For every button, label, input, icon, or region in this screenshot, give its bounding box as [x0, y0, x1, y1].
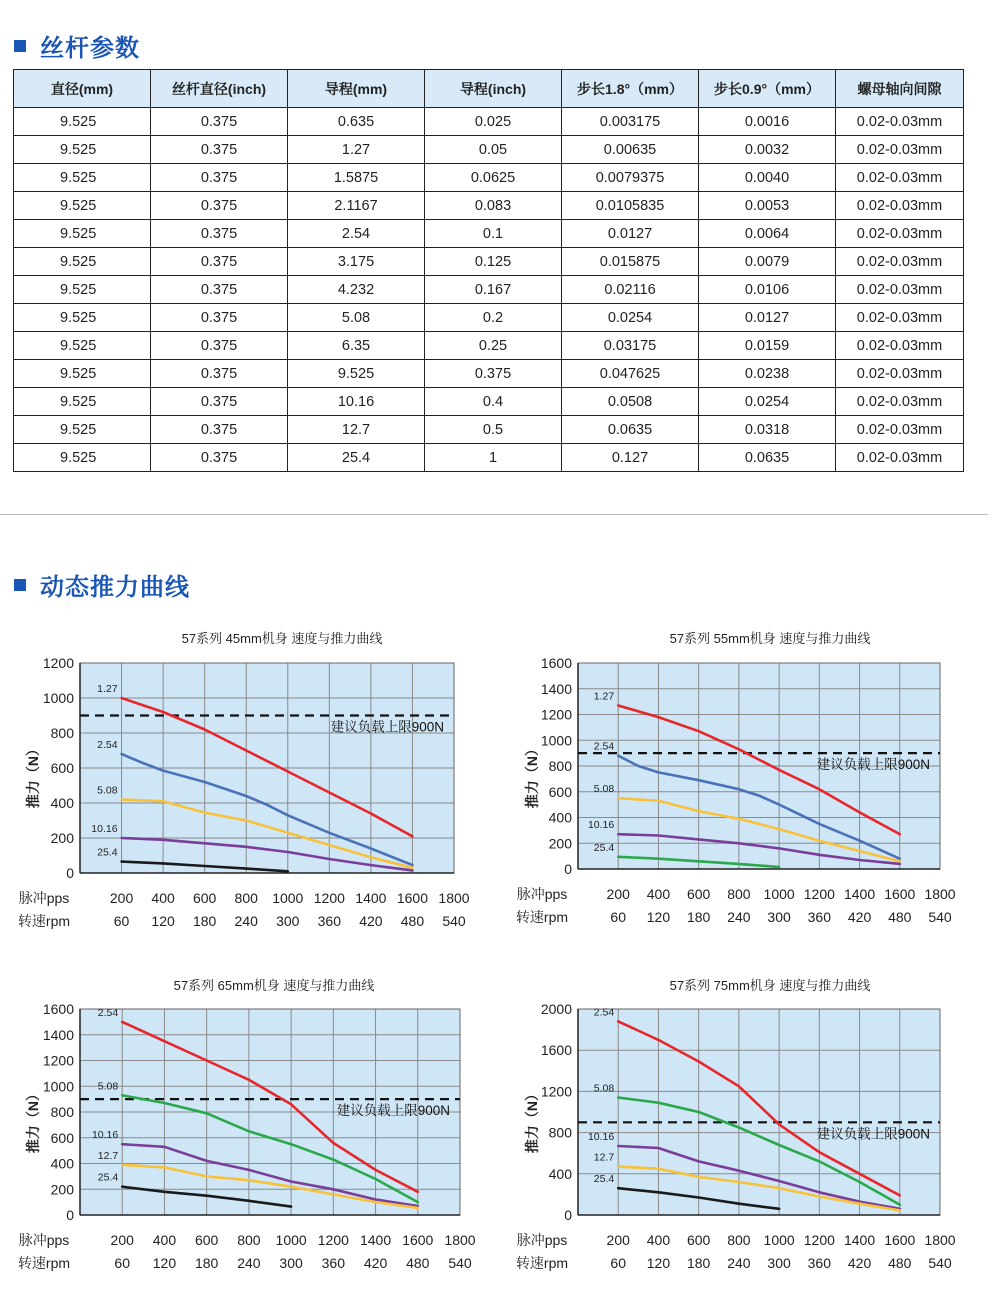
- table-cell: 0.375: [151, 108, 288, 136]
- x-tick-label-pps: 200: [109, 890, 134, 906]
- x-tick-label-pps: 1800: [444, 1232, 476, 1248]
- x-tick-label-pps: 600: [686, 886, 711, 902]
- x-tick-label-rpm: 180: [686, 1255, 711, 1271]
- series-label: 5.08: [593, 783, 615, 796]
- table-cell: 0.047625: [562, 360, 699, 388]
- table-cell: 0.0318: [699, 416, 836, 444]
- x-tick-label-pps: 600: [194, 1232, 219, 1248]
- column-header: 丝杆直径(inch): [151, 70, 288, 108]
- table-cell: 0.375: [151, 332, 288, 360]
- series-label: 5.08: [593, 1082, 615, 1095]
- y-tick-label: 600: [50, 1129, 74, 1146]
- table-cell: 25.4: [288, 444, 425, 472]
- y-tick-label: 1000: [540, 732, 572, 749]
- y-tick-label: 400: [50, 795, 74, 811]
- x-tick-label-pps: 1600: [884, 1232, 916, 1248]
- table-cell: 0.4: [425, 388, 562, 416]
- x-tick-label-rpm: 180: [192, 913, 217, 929]
- x-axis-label-pps: 脉冲pps: [18, 1232, 70, 1248]
- table-cell: 0.0032: [699, 136, 836, 164]
- table-cell: 0.0254: [699, 388, 836, 416]
- x-tick-label-pps: 800: [234, 890, 258, 906]
- table-cell: 9.525: [14, 192, 151, 220]
- table-cell: 0.003175: [562, 108, 699, 136]
- table-cell: 0.025: [425, 108, 562, 136]
- x-tick-label-pps: 1000: [275, 1232, 307, 1248]
- chart-title: 57系列 75mm机身 速度与推力曲线: [669, 978, 871, 993]
- column-header: 直径(mm): [14, 70, 151, 108]
- table-cell: 0.375: [151, 220, 288, 248]
- x-tick-label-pps: 1000: [763, 1232, 795, 1248]
- table-cell: 0.375: [151, 360, 288, 388]
- table-cell: 12.7: [288, 416, 425, 444]
- table-cell: 9.525: [14, 248, 151, 276]
- table-cell: 0.02-0.03mm: [836, 416, 964, 444]
- x-tick-label-pps: 1800: [438, 890, 470, 906]
- x-tick-label-rpm: 300: [279, 1255, 303, 1271]
- table-cell: 5.08: [288, 304, 425, 332]
- table-cell: 0.015875: [562, 248, 699, 276]
- table-cell: 0.083: [425, 192, 562, 220]
- x-tick-label-rpm: 420: [847, 1255, 872, 1271]
- column-header: 导程(mm): [288, 70, 425, 108]
- chart-title: 57系列 45mm机身 速度与推力曲线: [181, 631, 383, 646]
- column-header: 步长0.9°（mm）: [699, 70, 836, 108]
- table-cell: 0.5: [425, 416, 562, 444]
- table-cell: 0.0064: [699, 220, 836, 248]
- x-tick-label-pps: 1400: [843, 1232, 876, 1248]
- table-cell: 0.0254: [562, 304, 699, 332]
- x-tick-label-rpm: 180: [194, 1255, 219, 1271]
- x-tick-label-rpm: 480: [888, 1255, 912, 1271]
- table-cell: 9.525: [14, 416, 151, 444]
- x-tick-label-rpm: 60: [113, 913, 130, 929]
- y-tick-label: 1600: [42, 1001, 74, 1017]
- x-tick-label-rpm: 60: [610, 909, 627, 925]
- table-cell: 0.02-0.03mm: [836, 192, 964, 220]
- table-cell: 0.02-0.03mm: [836, 220, 964, 248]
- table-cell: 0.375: [151, 164, 288, 192]
- x-tick-label-rpm: 240: [234, 913, 258, 929]
- x-tick-label-rpm: 120: [646, 1255, 671, 1271]
- x-tick-label-pps: 1600: [884, 886, 916, 902]
- load-limit-label: 建议负载上限900N: [816, 1126, 930, 1142]
- series-label: 5.08: [97, 784, 118, 797]
- table-cell: 0.375: [151, 136, 288, 164]
- table-cell: 0.0127: [562, 220, 699, 248]
- section-title-params: 丝杆参数: [40, 34, 140, 62]
- x-tick-label-pps: 200: [110, 1232, 134, 1248]
- chart-title: 57系列 65mm机身 速度与推力曲线: [173, 978, 375, 993]
- y-tick-label: 0: [66, 1207, 74, 1223]
- x-axis-label-pps: 脉冲pps: [18, 890, 70, 906]
- table-cell: 0.0635: [699, 444, 836, 472]
- x-tick-label-rpm: 60: [114, 1255, 131, 1271]
- x-tick-label-rpm: 240: [727, 1255, 751, 1271]
- x-tick-label-pps: 400: [151, 890, 175, 906]
- y-tick-label: 0: [66, 865, 74, 881]
- table-cell: 0.0625: [425, 164, 562, 192]
- table-cell: 0.0040: [699, 164, 836, 192]
- x-axis-label-rpm: 转速rpm: [17, 1255, 71, 1271]
- table-cell: 9.525: [14, 304, 151, 332]
- table-cell: 0.375: [151, 192, 288, 220]
- series-label: 2.54: [97, 1006, 119, 1019]
- x-tick-label-pps: 1600: [402, 1232, 434, 1248]
- table-cell: 0.0127: [699, 304, 836, 332]
- y-tick-label: 1200: [540, 1083, 572, 1100]
- x-tick-label-rpm: 360: [807, 1255, 832, 1271]
- x-tick-label-pps: 1800: [924, 886, 956, 902]
- series-label: 2.54: [593, 1006, 615, 1019]
- load-limit-label: 建议负载上限900N: [336, 1103, 450, 1119]
- table-cell: 0.167: [425, 276, 562, 304]
- x-axis-label-pps: 脉冲pps: [516, 886, 568, 902]
- x-tick-label-rpm: 480: [400, 913, 425, 929]
- x-tick-label-rpm: 540: [928, 909, 952, 925]
- x-tick-label-pps: 800: [727, 886, 751, 902]
- y-tick-label: 2000: [540, 1001, 572, 1017]
- y-tick-label: 1200: [42, 655, 74, 671]
- x-tick-label-pps: 1400: [359, 1232, 392, 1248]
- x-tick-label-rpm: 240: [727, 909, 751, 925]
- x-tick-label-rpm: 540: [448, 1255, 472, 1271]
- table-cell: 10.16: [288, 388, 425, 416]
- table-cell: 0.375: [425, 360, 562, 388]
- table-cell: 0.375: [151, 276, 288, 304]
- x-axis-label-pps: 脉冲pps: [516, 1232, 568, 1248]
- y-tick-label: 1200: [540, 706, 572, 723]
- table-cell: 9.525: [14, 444, 151, 472]
- table-cell: 0.0106: [699, 276, 836, 304]
- x-tick-label-pps: 200: [606, 886, 630, 902]
- table-cell: 0.375: [151, 416, 288, 444]
- table-cell: 9.525: [14, 108, 151, 136]
- x-axis-label-rpm: 转速rpm: [17, 913, 71, 929]
- y-tick-label: 1600: [540, 655, 572, 671]
- table-cell: 3.175: [288, 248, 425, 276]
- table-cell: 1: [425, 444, 562, 472]
- x-tick-label-pps: 1000: [272, 890, 304, 906]
- table-cell: 9.525: [14, 136, 151, 164]
- x-tick-label-rpm: 240: [237, 1255, 261, 1271]
- series-label: 12.7: [97, 1149, 119, 1162]
- x-tick-label-rpm: 540: [442, 913, 466, 929]
- series-label: 2.54: [97, 739, 118, 751]
- x-tick-label-rpm: 300: [767, 909, 791, 925]
- x-tick-label-pps: 1000: [763, 886, 795, 902]
- x-tick-label-rpm: 360: [317, 913, 342, 929]
- table-cell: 0.02-0.03mm: [836, 388, 964, 416]
- table-cell: 0.0053: [699, 192, 836, 220]
- table-cell: 0.0105835: [562, 192, 699, 220]
- column-header: 螺母轴向间隙: [836, 70, 964, 108]
- y-tick-label: 1200: [42, 1052, 74, 1069]
- series-label: 5.08: [97, 1080, 119, 1093]
- table-cell: 9.525: [14, 332, 151, 360]
- table-cell: 0.0016: [699, 108, 836, 136]
- table-cell: 0.02-0.03mm: [836, 108, 964, 136]
- table-cell: 0.635: [288, 108, 425, 136]
- y-axis-label: 推力（N）: [524, 1086, 540, 1154]
- y-tick-label: 1000: [42, 1078, 74, 1095]
- table-cell: 0.02-0.03mm: [836, 332, 964, 360]
- y-tick-label: 800: [548, 1124, 572, 1141]
- y-tick-label: 800: [548, 758, 572, 774]
- x-tick-label-rpm: 300: [767, 1255, 791, 1271]
- x-tick-label-rpm: 120: [151, 913, 175, 929]
- x-tick-label-rpm: 120: [646, 909, 671, 925]
- y-axis-label: 推力（N）: [524, 741, 540, 809]
- table-cell: 0.05: [425, 136, 562, 164]
- x-tick-label-rpm: 120: [152, 1255, 177, 1271]
- table-cell: 9.525: [14, 276, 151, 304]
- x-tick-label-rpm: 540: [928, 1255, 952, 1271]
- table-cell: 0.0079375: [562, 164, 699, 192]
- series-label: 25.4: [97, 1171, 119, 1184]
- y-tick-label: 200: [548, 835, 572, 852]
- series-label: 10.16: [587, 1130, 615, 1143]
- x-tick-label-pps: 1400: [843, 886, 876, 902]
- series-label: 2.54: [593, 740, 615, 753]
- series-label: 1.27: [97, 683, 118, 695]
- column-header: 导程(inch): [425, 70, 562, 108]
- series-label: 10.16: [91, 823, 118, 835]
- load-limit-label: 建议负载上限900N: [330, 719, 444, 735]
- section-title-curves: 动态推力曲线: [40, 573, 190, 601]
- series-label: 25.4: [593, 841, 615, 854]
- series-label: 12.7: [593, 1151, 615, 1164]
- table-cell: 0.375: [151, 248, 288, 276]
- table-cell: 0.375: [151, 444, 288, 472]
- series-label: 25.4: [97, 846, 118, 859]
- table-cell: 0.375: [151, 388, 288, 416]
- table-cell: 1.5875: [288, 164, 425, 192]
- table-cell: 0.0238: [699, 360, 836, 388]
- series-label: 1.27: [593, 690, 615, 703]
- y-tick-label: 400: [548, 1165, 572, 1182]
- x-tick-label-pps: 1200: [803, 886, 835, 902]
- x-tick-label-rpm: 420: [363, 1255, 388, 1271]
- x-tick-label-rpm: 420: [847, 909, 872, 925]
- y-tick-label: 600: [50, 760, 74, 776]
- y-tick-label: 1400: [540, 680, 572, 697]
- table-cell: 2.54: [288, 220, 425, 248]
- table-cell: 0.0635: [562, 416, 699, 444]
- load-limit-label: 建议负载上限900N: [816, 757, 930, 773]
- series-label: 10.16: [91, 1129, 119, 1142]
- x-tick-label-rpm: 480: [406, 1255, 430, 1271]
- x-tick-label-pps: 800: [237, 1232, 261, 1248]
- x-axis-label-rpm: 转速rpm: [515, 909, 569, 925]
- x-tick-label-pps: 1200: [317, 1232, 349, 1248]
- table-cell: 0.00635: [562, 136, 699, 164]
- table-cell: 0.02116: [562, 276, 699, 304]
- x-tick-label-rpm: 300: [276, 913, 300, 929]
- x-tick-label-pps: 1200: [803, 1232, 835, 1248]
- y-tick-label: 800: [50, 725, 74, 741]
- x-tick-label-pps: 1600: [396, 890, 429, 906]
- table-cell: 0.1: [425, 220, 562, 248]
- table-cell: 0.03175: [562, 332, 699, 360]
- table-cell: 4.232: [288, 276, 425, 304]
- y-tick-label: 0: [564, 861, 572, 877]
- y-tick-label: 400: [548, 809, 572, 826]
- table-cell: 0.125: [425, 248, 562, 276]
- x-tick-label-rpm: 420: [359, 913, 383, 929]
- y-tick-label: 600: [548, 783, 572, 800]
- y-tick-label: 1000: [42, 690, 74, 706]
- table-cell: 0.02-0.03mm: [836, 444, 964, 472]
- x-tick-label-pps: 200: [606, 1232, 630, 1248]
- table-cell: 9.525: [14, 220, 151, 248]
- chart-title: 57系列 55mm机身 速度与推力曲线: [669, 631, 871, 646]
- y-tick-label: 200: [50, 830, 74, 846]
- table-cell: 0.02-0.03mm: [836, 276, 964, 304]
- y-tick-label: 1400: [42, 1026, 74, 1043]
- x-tick-label-pps: 400: [152, 1232, 177, 1248]
- series-label: 10.16: [587, 819, 615, 832]
- x-tick-label-rpm: 360: [321, 1255, 346, 1271]
- x-tick-label-pps: 400: [646, 1232, 671, 1248]
- x-tick-label-pps: 1400: [355, 890, 387, 906]
- x-tick-label-rpm: 480: [888, 909, 912, 925]
- x-tick-label-rpm: 360: [807, 909, 832, 925]
- y-tick-label: 200: [50, 1181, 74, 1198]
- table-cell: 0.0508: [562, 388, 699, 416]
- y-tick-label: 0: [564, 1207, 572, 1223]
- y-tick-label: 1600: [540, 1042, 572, 1059]
- x-tick-label-rpm: 180: [686, 909, 711, 925]
- y-axis-label: 推力（N）: [25, 1086, 41, 1154]
- table-cell: 2.1167: [288, 192, 425, 220]
- table-cell: 9.525: [288, 360, 425, 388]
- table-cell: 0.02-0.03mm: [836, 248, 964, 276]
- table-cell: 0.0079: [699, 248, 836, 276]
- table-cell: 0.127: [562, 444, 699, 472]
- x-tick-label-rpm: 60: [610, 1255, 627, 1271]
- x-tick-label-pps: 600: [686, 1232, 711, 1248]
- table-cell: 9.525: [14, 360, 151, 388]
- x-tick-label-pps: 800: [727, 1232, 751, 1248]
- table-cell: 0.02-0.03mm: [836, 164, 964, 192]
- x-tick-label-pps: 1800: [924, 1232, 956, 1248]
- table-cell: 9.525: [14, 164, 151, 192]
- table-cell: 6.35: [288, 332, 425, 360]
- table-cell: 0.25: [425, 332, 562, 360]
- table-cell: 0.02-0.03mm: [836, 360, 964, 388]
- y-tick-label: 800: [50, 1104, 74, 1120]
- table-cell: 0.375: [151, 304, 288, 332]
- column-header: 步长1.8°（mm）: [562, 70, 699, 108]
- table-cell: 0.02-0.03mm: [836, 136, 964, 164]
- x-tick-label-pps: 600: [192, 890, 217, 906]
- table-cell: 1.27: [288, 136, 425, 164]
- y-tick-label: 400: [50, 1155, 74, 1172]
- table-cell: 9.525: [14, 388, 151, 416]
- x-tick-label-pps: 1200: [313, 890, 345, 906]
- table-cell: 0.0159: [699, 332, 836, 360]
- table-cell: 0.2: [425, 304, 562, 332]
- series-label: 25.4: [593, 1173, 615, 1186]
- y-axis-label: 推力（N）: [25, 741, 41, 809]
- x-axis-label-rpm: 转速rpm: [515, 1255, 569, 1271]
- table-cell: 0.02-0.03mm: [836, 304, 964, 332]
- x-tick-label-pps: 400: [646, 886, 671, 902]
